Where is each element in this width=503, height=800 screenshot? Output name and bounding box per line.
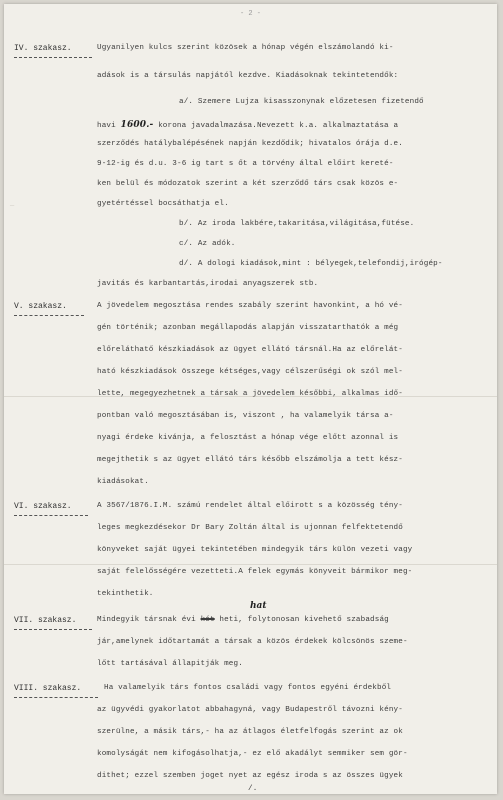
text-line: gén történik; azonban megállapodás alapján visszatarthatók a még (97, 324, 399, 332)
text-line (97, 616, 389, 624)
text-line: 9-12-ig és d.u. 3-6 ig tart s őt a törvény által előirt kereté- (97, 160, 394, 168)
text-line: b/. Az iroda lakbére,takaritása,világitása,fütése. (179, 220, 415, 228)
text-line: Ha valamelyik társ fontos családi vagy fontos egyéni érdekből (104, 684, 392, 692)
document-page (4, 4, 497, 794)
section-heading-vii: VII. szakasz. (14, 616, 77, 625)
text-line: szerződés hatálybalépésének napján kezdődik; hivatalos órája d.e. (97, 140, 403, 148)
section-heading-vi: VI. szakasz. (14, 502, 72, 511)
text-line: lette, megegyezhetnek a társak a jövedelem későbbi, alkalmas idő- (97, 390, 403, 398)
text-line: jár,amelynek időtartamát a társak a közös érdekek kölcsönös szeme- (97, 638, 408, 646)
text-line: szerülne, a másik társ,- ha az átlagos életfelfogás szerint az ok (97, 728, 403, 736)
text-line: dithet; ezzel szemben joget nyet az egész iroda s az összes ügyek (97, 772, 403, 780)
text-fragment: heti, folytonosan kivehető szabadság (219, 616, 389, 624)
text-fragment: Mindegyik társnak évi (97, 616, 196, 624)
text-line: az ügyvédi gyakorlatot abbahagyná, vagy Budapestről távozni kény- (97, 706, 403, 714)
text-line: Ugyanilyen kulcs szerint közösek a hónap végén elszámolandó ki- (97, 44, 394, 52)
text-line (97, 120, 398, 130)
text-line: könyveket saját ügyei tekintetében mindegyik társ külön vezeti vagy (97, 546, 413, 554)
text-line: A 3567/1876.I.M. számú rendelet által előirott s a közösség tény- (97, 502, 403, 510)
text-line: előreláthatő készkiadások az ügyet ellátó társnál.Ha az előrelát- (97, 346, 403, 354)
fold-line (4, 564, 497, 565)
text-line: komolyságát nem kifogásolhatja,- ez elő akadályt semmiker sem gör- (97, 750, 408, 758)
section-heading-viii: VIII. szakasz. (14, 684, 82, 693)
text-line: adások is a társulás napjától kezdve. Kiadásoknak tekintetendők: (97, 72, 399, 80)
text-fragment: havi (97, 122, 116, 130)
handwritten-correction: hat (250, 601, 267, 611)
struck-word: két (200, 616, 215, 624)
bleed-through-text: — (10, 202, 15, 210)
text-line: megejthetik s az ügyet ellátó társ később elszámolja a tett kész- (97, 456, 403, 464)
text-line: d/. A dologi kiadások,mint : bélyegek,telefondij,irógép- (179, 260, 443, 268)
text-line: gyetértéssel bocsáthatja el. (97, 200, 229, 208)
section-heading-v: V. szakasz. (14, 302, 67, 311)
handwritten-amount: 1600.- (120, 120, 154, 130)
text-line: c/. Az adók. (179, 240, 236, 248)
text-line: a/. Szemere Lujza kisasszonynak előzetesen fizetendő (179, 98, 424, 106)
text-line: ható készkiadások összege kétséges,vagy célszerűségi ok szól mel- (97, 368, 403, 376)
text-line: ken belül és módozatok szerint a két szerződő társ csak közös e- (97, 180, 399, 188)
text-line: javitás és karbantartás,irodai anyagszerek stb. (97, 280, 319, 288)
continuation-mark: /. (248, 785, 258, 793)
section-underline (14, 515, 88, 516)
text-line: lőtt tartásával állapitják meg. (97, 660, 243, 668)
text-line: leges megkezdésekor Dr Bary Zoltán által is ujonnan felfektetendő (97, 524, 403, 532)
text-fragment: korona javadalmazása.Nevezett k.a. alkalmaztatása a (158, 122, 399, 130)
section-heading-iv: IV. szakasz. (14, 44, 72, 53)
section-underline (14, 629, 92, 630)
section-underline (14, 57, 92, 58)
section-underline (14, 697, 98, 698)
text-line: tekinthetik. (97, 590, 154, 598)
page-number: - 2 - (240, 10, 262, 18)
text-line: kiadásokat. (97, 478, 149, 486)
text-line: pontban való megosztásában is, viszont , ha valamelyik társa a- (97, 412, 394, 420)
section-underline (14, 315, 84, 316)
text-line: nyagi érdeke kivánja, a felosztást a hónap vége előtt azonnal is (97, 434, 399, 442)
text-line: saját felelősségére vezetteti.A felek egymás könyveit bármikor meg- (97, 568, 413, 576)
text-line: A jövedelem megosztása rendes szabály szerint havonkint, a hó vé- (97, 302, 403, 310)
